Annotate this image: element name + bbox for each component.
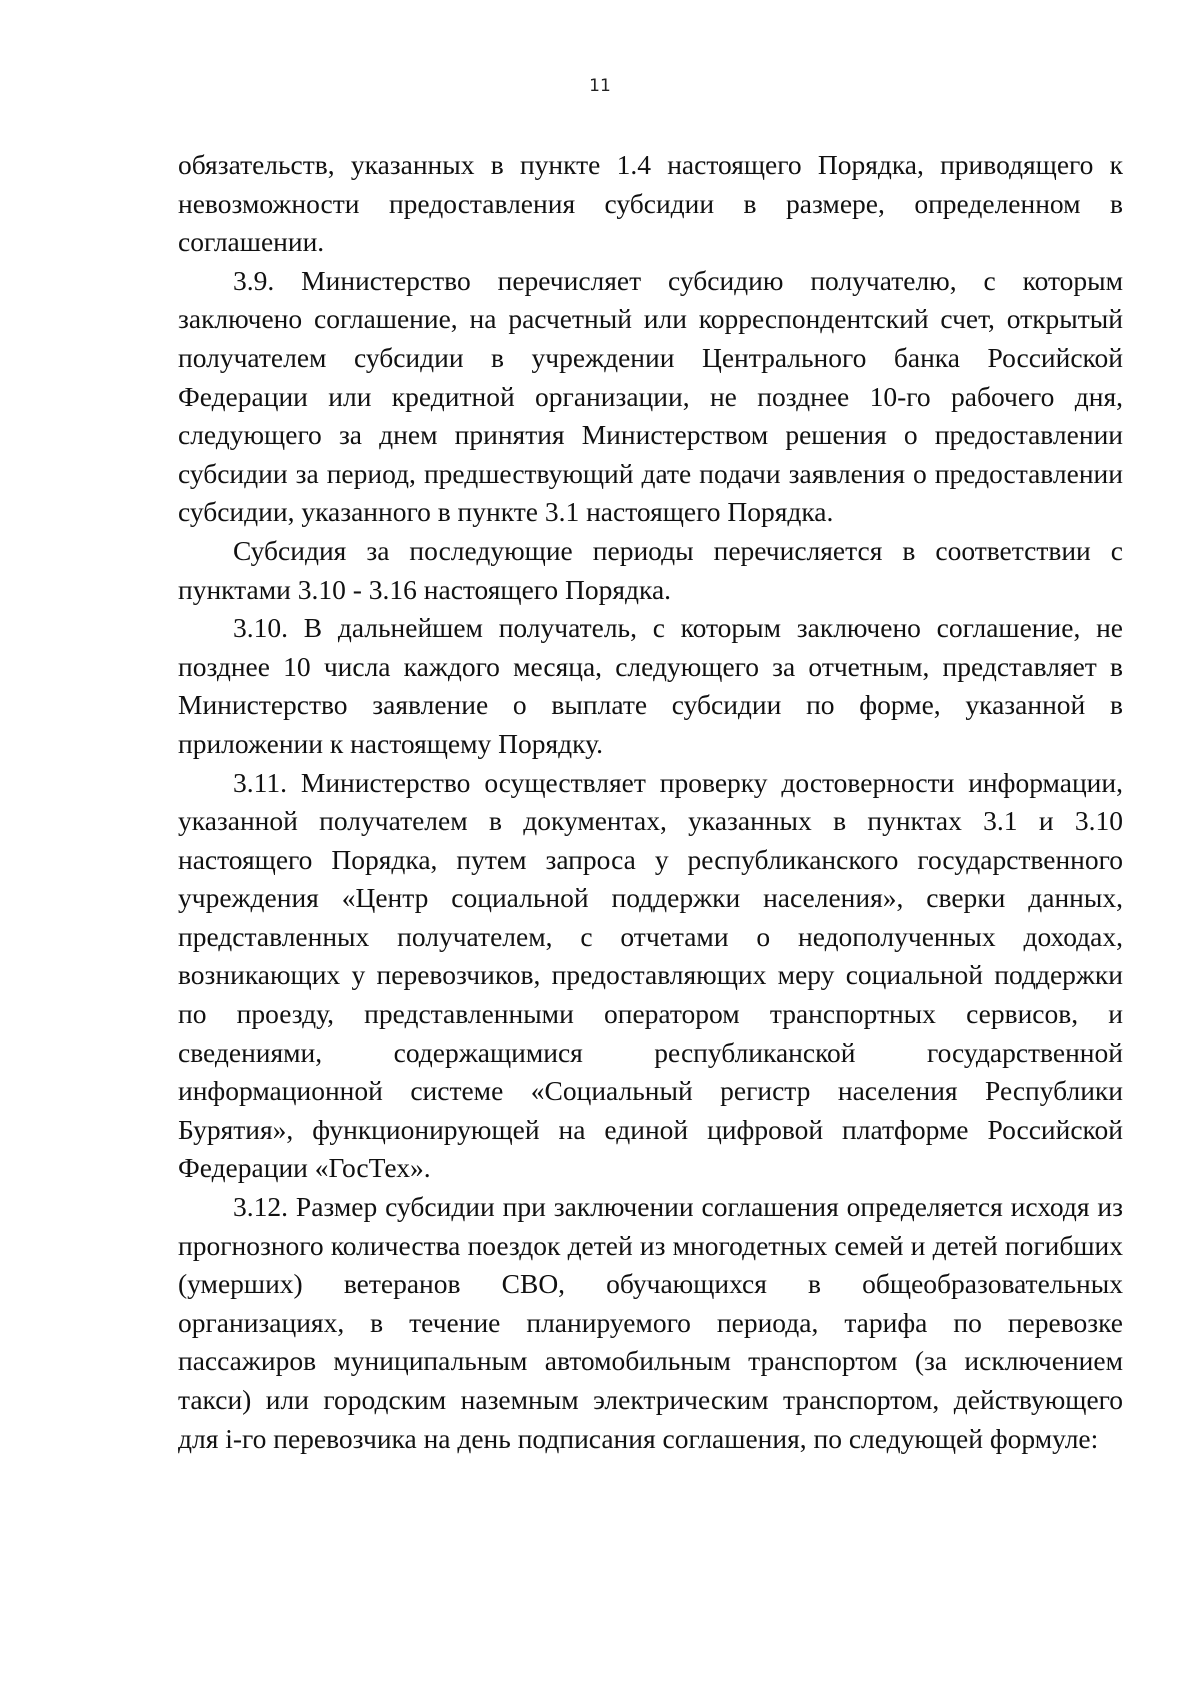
paragraph-3-9: 3.9. Министерство перечисляет субсидию получателю, с которым заключено соглашение, на расчетный или корреспондентский счет, открытый получателем субсидии в учреждении Центрального банка Российской Федерации или кредитной организации, не позднее 10-го рабочего дня, следующего за днем принятия Министерством решения о предоставлении субсидии за период, предшествующий дате подачи заявления о предоставлении субсидии, указанного в пункте 3.1 настоящего Порядка. xyxy=(178,264,1123,528)
paragraph-3-10: 3.10. В дальнейшем получатель, с которым заключено соглашение, не позднее 10 числа каждого месяца, следующего за отчетным, представляет в Министерство заявление о выплате субсидии по форме, указанной в приложении к настоящему Порядку. xyxy=(178,612,1123,759)
paragraph-3-11: 3.11. Министерство осуществляет проверку достоверности информации, указанной получателем в документах, указанных в пунктах 3.1 и 3.10 настоящего Порядка, путем запроса у республиканского государственного учреждения «Центр социальной поддержки населения», сверки данных, представленных получателем, с отчетами о недополученных доходах, возникающих у перевозчиков, предоставляющих меру социальной поддержки по проезду, представленными оператором транспортных сервисов, и сведениями, содержащимися республиканской государственной информационной системе «Социальный регистр населения Республики Бурятия», функционирующей на единой цифровой платформе Российской Федерации «ГосТех». xyxy=(178,766,1123,1184)
document-body xyxy=(178,146,1123,1458)
paragraph-3-12: 3.12. Размер субсидии при заключении соглашения определяется исходя из прогнозного количества поездок детей из многодетных семей и детей погибших (умерших) ветеранов СВО, обучающихся в общеобразовательных организациях, в течение планируемого периода, тарифа по перевозке пассажиров муниципальным автомобильным транспортом (за исключением такси) или городским наземным электрическим транспортом, действующего для i-го перевозчика на день подписания соглашения, по следующей формуле: xyxy=(178,1191,1123,1454)
page-number: 11 xyxy=(589,76,611,96)
paragraph-subsidy-subsequent: Субсидия за последующие периоды перечисляется в соответствии с пунктами 3.10 - 3.16 настоящего Порядка. xyxy=(178,534,1123,605)
paragraph-continuation: обязательств, указанных в пункте 1.4 настоящего Порядка, приводящего к невозможности предоставления субсидии в размере, определенном в соглашении. xyxy=(178,149,1123,258)
